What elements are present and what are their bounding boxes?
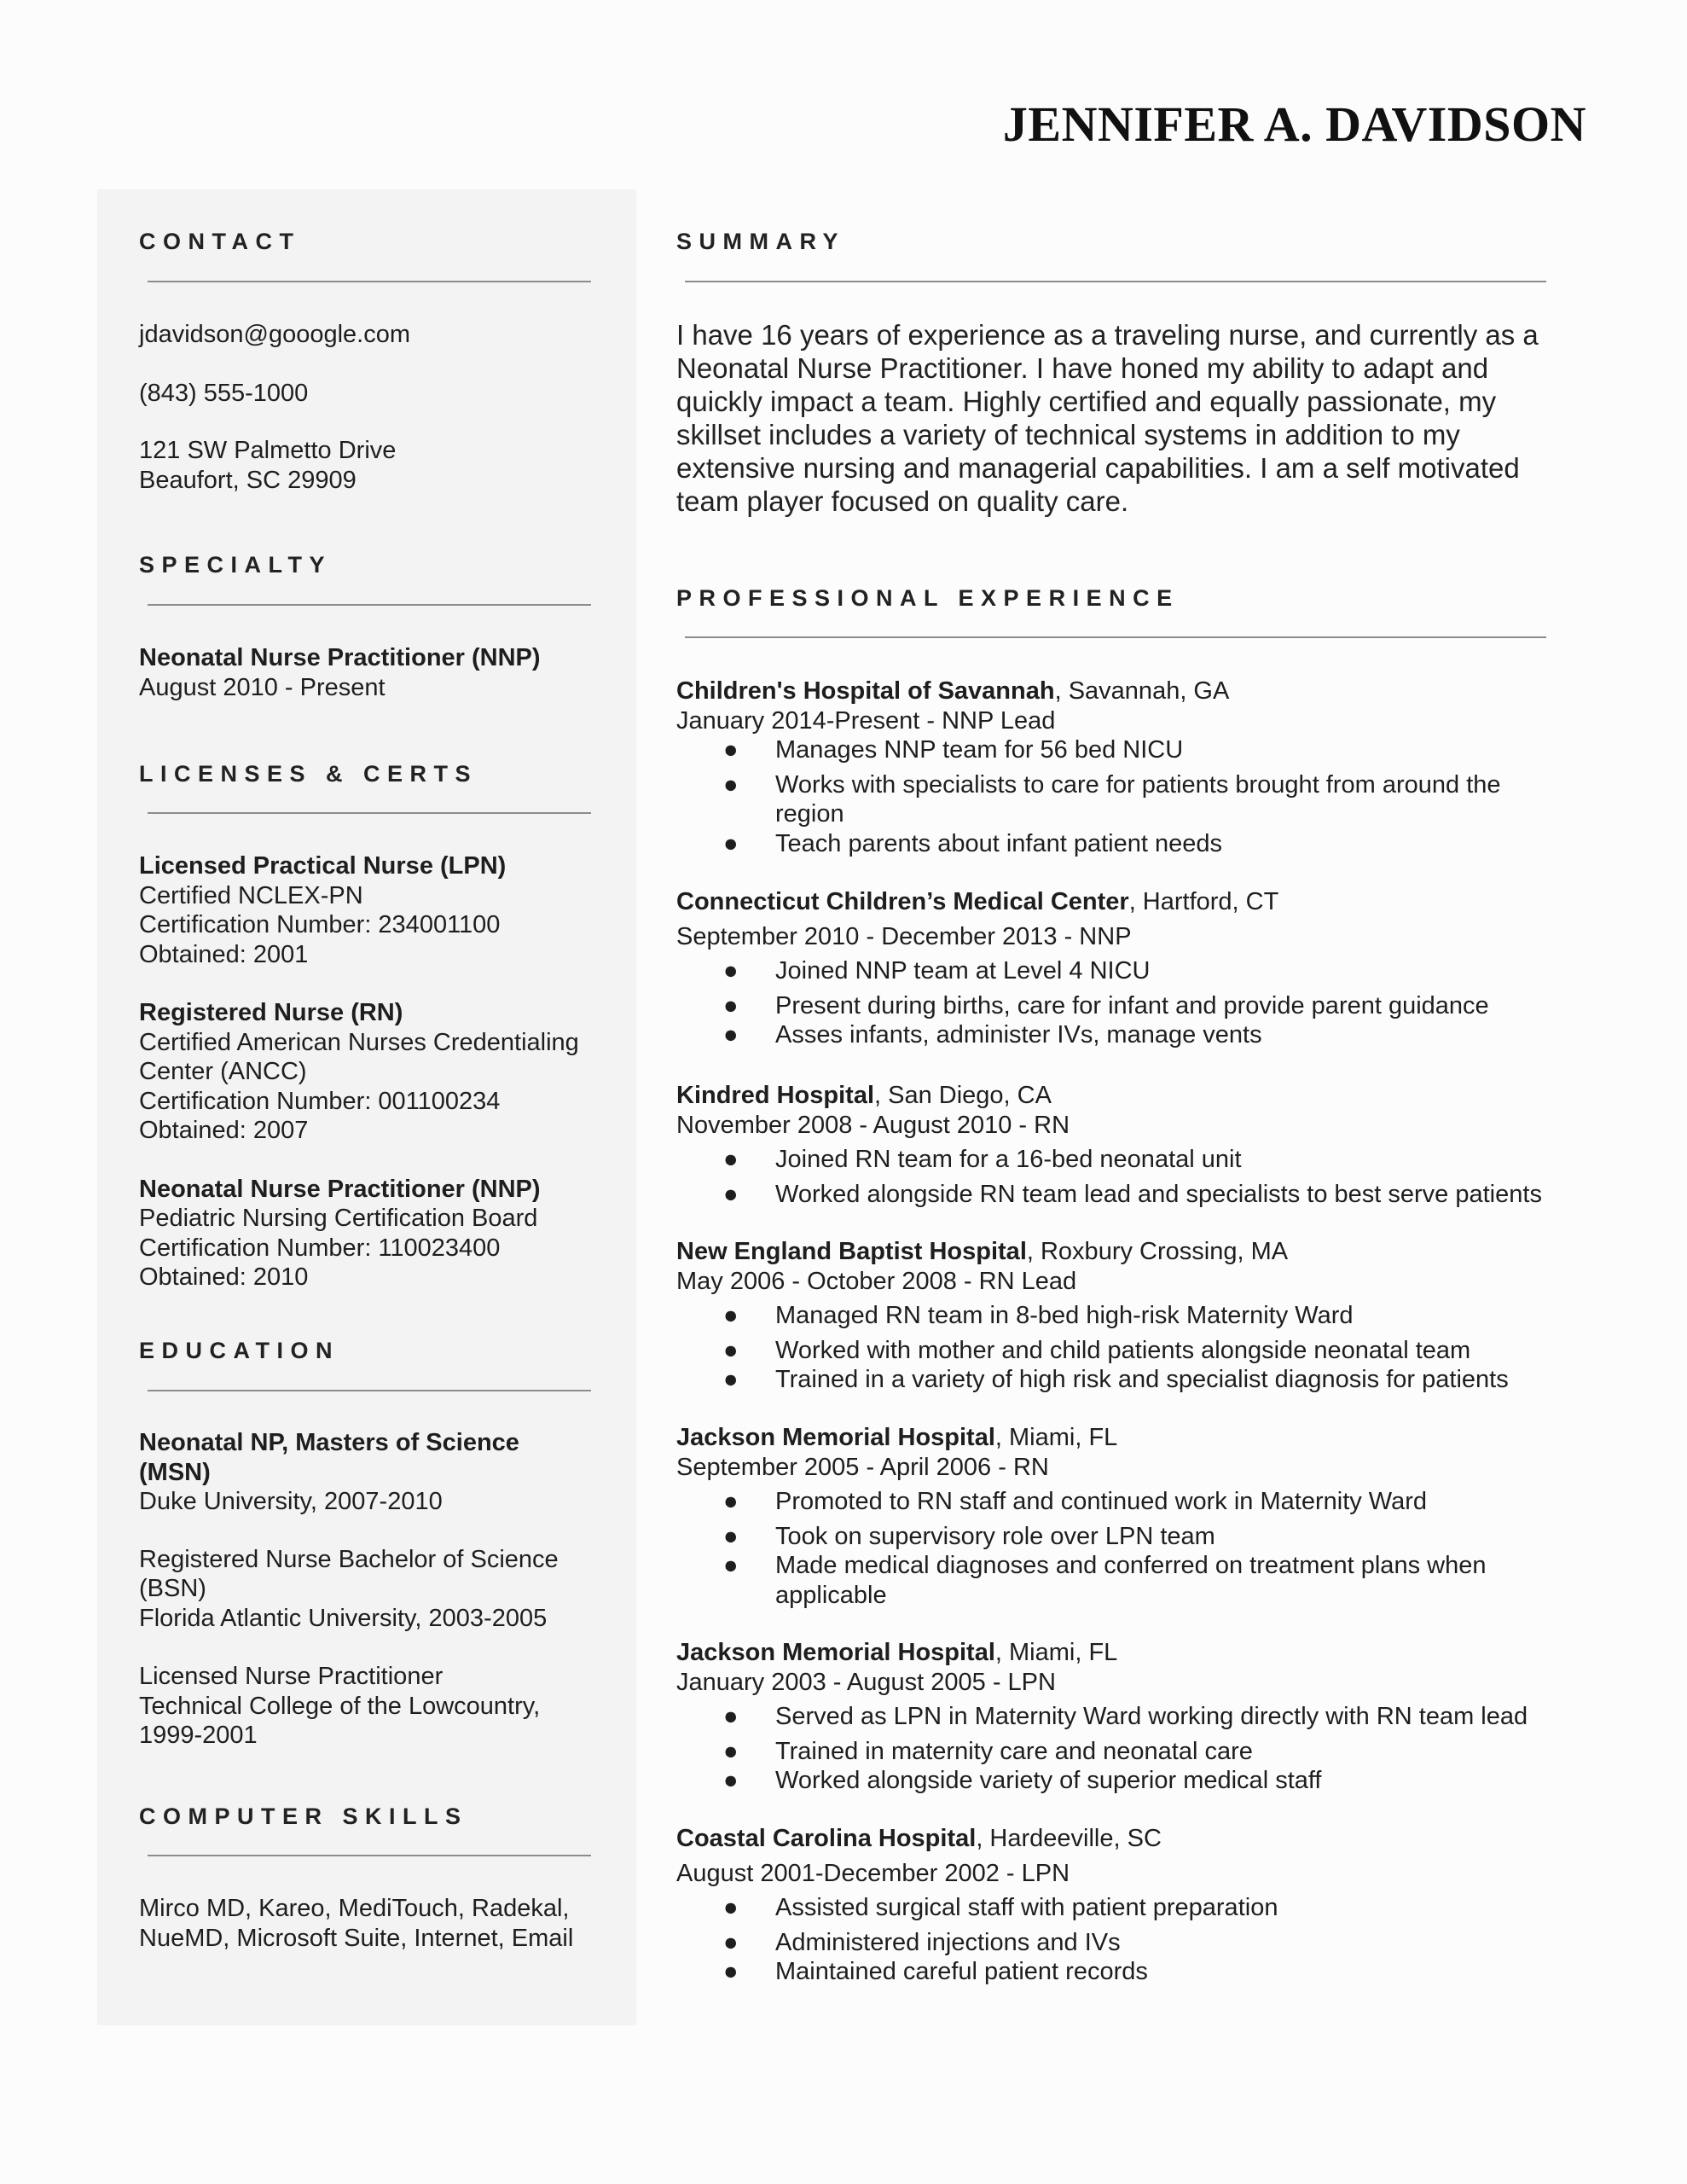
license-detail: Certification Number: 234001100: [139, 911, 501, 938]
contact-phone: (843) 555-1000: [139, 379, 309, 407]
job-bullets: [676, 1893, 1278, 1987]
bullet-dot-icon: ●: [723, 991, 739, 1019]
bullet-dot-icon: ●: [723, 1767, 739, 1794]
bullet-dot-icon: ●: [723, 736, 739, 764]
job-location: , Miami, FL: [994, 1639, 1118, 1666]
specialty-block: [139, 643, 541, 702]
job-location: , San Diego, CA: [874, 1082, 1052, 1109]
job-employer: Coastal Carolina Hospital: [676, 1825, 977, 1852]
job-bullets: [676, 1702, 1528, 1796]
computer-skills-line: Mirco MD, Kareo, MediTouch, Radekal,: [139, 1895, 570, 1922]
bullet-dot-icon: ●: [723, 1522, 739, 1550]
license-detail: Certified NCLEX-PN: [139, 881, 363, 909]
bullet-text: Joined NNP team at Level 4 NICU: [775, 957, 1151, 985]
bullet-text: Made medical diagnoses and conferred on treatment plans when: [775, 1552, 1487, 1579]
job-bullet: [676, 1957, 1278, 1987]
job-location: , Hardeeville, SC: [976, 1825, 1162, 1852]
license-detail: Pediatric Nursing Certification Board: [139, 1205, 538, 1232]
bullet-text: Teach parents about infant patient needs: [775, 829, 1222, 857]
licenses-heading: LICENSES & CERTS: [139, 761, 478, 787]
job-entry: [676, 1824, 1278, 1987]
experience-heading: PROFESSIONAL EXPERIENCE: [676, 585, 1180, 611]
bullet-dot-icon: ●: [723, 1180, 739, 1208]
job-entry: [676, 1237, 1509, 1395]
license-title: Neonatal Nurse Practitioner (NNP): [139, 1175, 541, 1203]
license-detail: Obtained: 2001: [139, 940, 309, 968]
license-detail: Obtained: 2010: [139, 1263, 309, 1291]
job-entry: [676, 887, 1489, 1050]
sidebar: [97, 189, 636, 2025]
bullet-text: Present during births, care for infant and provide parent guidance: [775, 991, 1489, 1019]
bullet-text: Administered injections and IVs: [775, 1928, 1121, 1956]
job-dates: September 2010 - December 2013 - NNP: [676, 922, 1132, 950]
job-bullets: [676, 735, 1501, 858]
licenses-block: [139, 851, 579, 1292]
job-bullet: [676, 1702, 1528, 1732]
bullet-text: Trained in a variety of high risk and specialist diagnosis for patients: [775, 1366, 1509, 1393]
bullet-text: Joined RN team for a 16-bed neonatal unit: [775, 1146, 1242, 1173]
computer-skills-heading: COMPUTER SKILLS: [139, 1804, 468, 1829]
bullet-text: Worked alongside variety of superior medical staff: [775, 1767, 1322, 1794]
job-bullets: [676, 1301, 1509, 1395]
bullet-text: Assisted surgical staff with patient preparation: [775, 1894, 1278, 1921]
summary-line: team player focused on quality care.: [676, 485, 1129, 517]
bullet-dot-icon: ●: [723, 1021, 739, 1048]
contact-divider: [148, 281, 591, 282]
education-detail: 1999-2001: [139, 1722, 258, 1749]
education-detail: Duke University, 2007-2010: [139, 1488, 443, 1515]
job-bullet: [676, 1487, 1486, 1517]
bullet-dot-icon: ●: [723, 957, 739, 985]
summary-line: Neonatal Nurse Practitioner. I have honed my ability to adapt and: [676, 352, 1489, 384]
license-detail: Certification Number: 110023400: [139, 1234, 501, 1262]
computer-skills-line: NueMD, Microsoft Suite, Internet, Email: [139, 1924, 574, 1952]
job-bullets: [676, 1487, 1486, 1610]
job-dates: May 2006 - October 2008 - RN Lead: [676, 1267, 1077, 1295]
bullet-text: Worked with mother and child patients alongside neonatal team: [775, 1336, 1471, 1364]
licenses-divider: [148, 812, 591, 814]
education-detail: Technical College of the Lowcountry,: [139, 1692, 541, 1720]
job-dates: September 2005 - April 2006 - RN: [676, 1453, 1049, 1481]
bullet-dot-icon: ●: [723, 1894, 739, 1921]
bullet-dot-icon: ●: [723, 1336, 739, 1364]
bullet-text: applicable: [775, 1581, 887, 1609]
job-dates: August 2001-December 2002 - LPN: [676, 1859, 1070, 1887]
contact-block: [139, 320, 410, 495]
bullet-text: Trained in maternity care and neonatal care: [775, 1737, 1253, 1765]
bullet-dot-icon: ●: [723, 1302, 739, 1329]
job-bullet: [676, 1928, 1278, 1958]
license-entry: [139, 851, 579, 969]
specialty-title: Neonatal Nurse Practitioner (NNP): [139, 644, 541, 671]
experience-divider: [685, 636, 1546, 638]
job-location: , Roxbury Crossing, MA: [1026, 1238, 1289, 1265]
education-entry: [139, 1545, 559, 1634]
bullet-text: Managed RN team in 8-bed high-risk Maternity Ward: [775, 1302, 1354, 1329]
bullet-text: Worked alongside RN team lead and specialists to best serve patients: [775, 1180, 1542, 1208]
bullet-dot-icon: ●: [723, 1958, 739, 1985]
bullet-dot-icon: ●: [723, 1737, 739, 1765]
bullet-dot-icon: ●: [723, 1928, 739, 1956]
job-bullet: [676, 1180, 1542, 1210]
license-detail: Certification Number: 001100234: [139, 1087, 501, 1115]
job-dates: November 2008 - August 2010 - RN: [676, 1111, 1070, 1139]
job-bullet: [676, 735, 1501, 765]
job-entry: [676, 677, 1501, 858]
bullet-text: Works with specialists to care for patients brought from around the: [775, 770, 1501, 799]
specialty-dates: August 2010 - Present: [139, 673, 386, 701]
job-bullet: [676, 1336, 1509, 1366]
education-degree: (MSN): [139, 1458, 211, 1486]
license-entry: [139, 1175, 579, 1292]
license-detail: Center (ANCC): [139, 1058, 307, 1085]
job-bullet: [676, 829, 1501, 859]
job-employer: New England Baptist Hospital: [676, 1238, 1027, 1265]
bullet-text: Manages NNP team for 56 bed NICU: [775, 736, 1184, 764]
job-employer: Jackson Memorial Hospital: [676, 1639, 995, 1666]
education-entry: [139, 1662, 559, 1751]
bullet-text: Maintained careful patient records: [775, 1958, 1148, 1985]
job-dates: January 2003 - August 2005 - LPN: [676, 1668, 1056, 1696]
education-entry: [139, 1428, 559, 1517]
bullet-dot-icon: ●: [723, 770, 739, 799]
education-detail: Florida Atlantic University, 2003-2005: [139, 1604, 548, 1632]
job-employer: Jackson Memorial Hospital: [676, 1424, 995, 1451]
summary-line: extensive nursing and managerial capabilities. I am a self motivated: [676, 452, 1520, 484]
summary-line: quickly impact a team. Highly certified and equally passionate, my: [676, 386, 1497, 417]
job-bullet: [676, 1766, 1528, 1796]
job-bullets: [676, 956, 1489, 1050]
summary-line: I have 16 years of experience as a traveling nurse, and currently as a: [676, 319, 1539, 351]
summary-heading: SUMMARY: [676, 229, 845, 254]
job-entry: [676, 1638, 1528, 1796]
job-bullet: [676, 1365, 1509, 1395]
bullet-dot-icon: ●: [723, 1488, 739, 1515]
job-bullet: [676, 1893, 1278, 1923]
specialty-heading: SPECIALTY: [139, 552, 333, 578]
summary-divider: [685, 281, 1546, 282]
job-bullet: [676, 1551, 1486, 1610]
job-employer: Kindred Hospital: [676, 1082, 875, 1109]
bullet-dot-icon: ●: [723, 1366, 739, 1393]
job-entry: [676, 1081, 1542, 1209]
summary-line: skillset includes a variety of technical systems in addition to my: [676, 419, 1460, 450]
job-dates: January 2014-Present - NNP Lead: [676, 706, 1056, 735]
summary-text: [676, 318, 1555, 518]
computer-skills-divider: [148, 1855, 591, 1856]
bullet-text: Served as LPN in Maternity Ward working directly with RN team lead: [775, 1703, 1528, 1730]
license-title: Licensed Practical Nurse (LPN): [139, 852, 507, 880]
education-heading: EDUCATION: [139, 1338, 339, 1363]
candidate-name: JENNIFER A. DAVIDSON: [1002, 96, 1586, 152]
education-detail: Licensed Nurse Practitioner: [139, 1663, 443, 1690]
license-detail: Certified American Nurses Credentialing: [139, 1028, 579, 1056]
job-bullet: [676, 956, 1489, 986]
job-location: , Miami, FL: [994, 1424, 1118, 1451]
job-bullet: [676, 1020, 1489, 1050]
bullet-text: Promoted to RN staff and continued work in Maternity Ward: [775, 1488, 1428, 1515]
contact-address-line2: Beaufort, SC 29909: [139, 466, 357, 494]
license-detail: Obtained: 2007: [139, 1117, 309, 1144]
education-detail: (BSN): [139, 1575, 206, 1602]
bullet-text: Asses infants, administer IVs, manage vents: [775, 1021, 1262, 1048]
job-employer: Children's Hospital of Savannah: [676, 677, 1055, 705]
job-bullet: [676, 991, 1489, 1021]
education-divider: [148, 1390, 591, 1391]
job-bullet: [676, 1737, 1528, 1767]
bullet-text: region: [775, 800, 844, 828]
bullet-text: Took on supervisory role over LPN team: [775, 1522, 1215, 1550]
job-location: , Hartford, CT: [1128, 888, 1279, 915]
bullet-dot-icon: ●: [723, 1146, 739, 1173]
education-degree: Neonatal NP, Masters of Science: [139, 1429, 519, 1456]
bullet-dot-icon: ●: [723, 1703, 739, 1730]
job-bullet: [676, 1522, 1486, 1552]
job-bullet: [676, 1145, 1542, 1175]
bullet-dot-icon: ●: [723, 829, 739, 857]
job-bullet: [676, 1301, 1509, 1331]
computer-skills-block: [139, 1894, 573, 1953]
bullet-dot-icon: ●: [723, 1552, 739, 1579]
job-location: , Savannah, GA: [1054, 677, 1230, 705]
education-detail: Registered Nurse Bachelor of Science: [139, 1545, 559, 1573]
job-bullets: [676, 1145, 1542, 1209]
education-block: [139, 1428, 559, 1751]
license-title: Registered Nurse (RN): [139, 999, 403, 1026]
specialty-divider: [148, 604, 591, 606]
job-entry: [676, 1423, 1486, 1610]
contact-heading: CONTACT: [139, 229, 301, 254]
license-entry: [139, 998, 579, 1146]
job-bullet: [676, 770, 1501, 829]
contact-address-line1: 121 SW Palmetto Drive: [139, 437, 397, 464]
job-employer: Connecticut Children’s Medical Center: [676, 888, 1129, 915]
contact-email: jdavidson@gooogle.com: [139, 321, 411, 348]
